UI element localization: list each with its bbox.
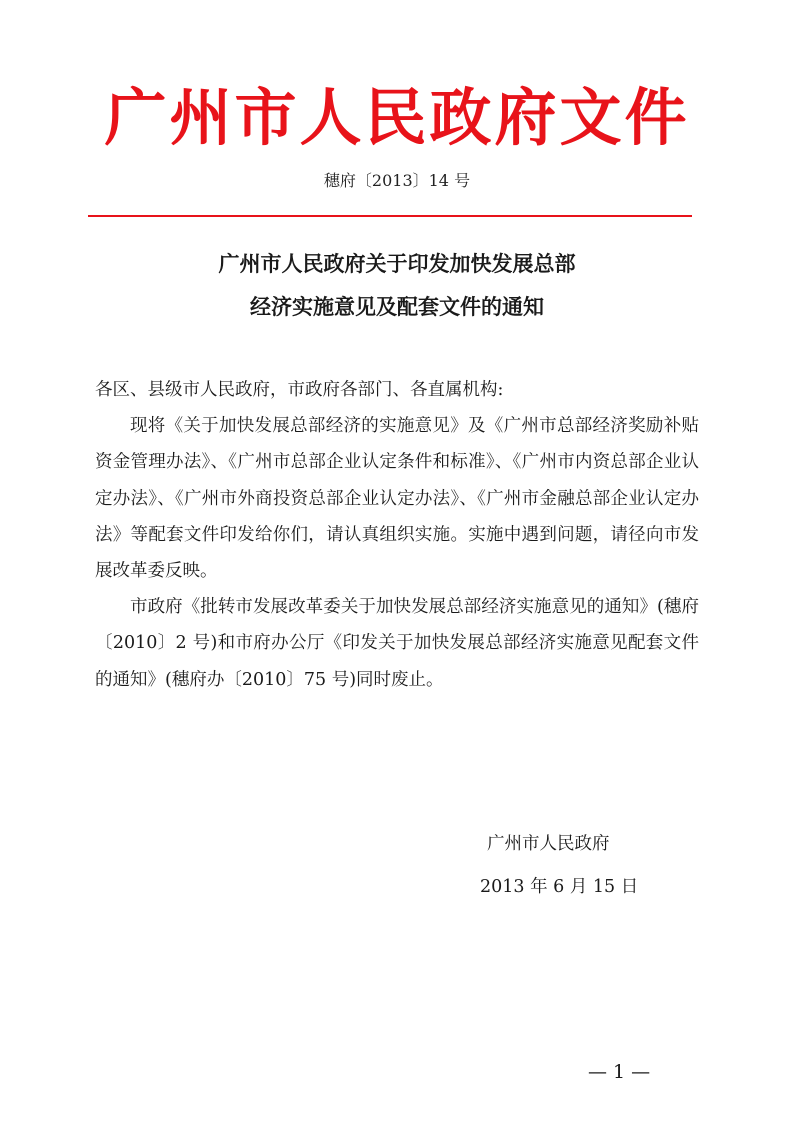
document-number: 穗府〔2013〕14 号	[323, 171, 471, 190]
document-title-line-1: 广州市人民政府关于印发加快发展总部	[218, 252, 576, 276]
salutation: 各区、县级市人民政府，市政府各部门、各直属机构:	[95, 380, 504, 400]
issue-date: 2013 年 6 月 15 日	[480, 877, 639, 897]
masthead-title: 广州市人民政府文件	[104, 81, 690, 154]
red-divider-line	[88, 215, 692, 217]
document-title-line-2: 经济实施意见及配套文件的通知	[250, 295, 544, 319]
issuer-signature: 广州市人民政府	[487, 834, 610, 854]
page-number: — 1 —	[588, 1061, 651, 1083]
body-paragraph-2: 市政府《批转市发展改革委关于加快发展总部经济实施意见的通知》(穗府〔2010〕2 号)和市府办公厅《印发关于加快发展总部经济实施意见配套文件的通知》(穗府办〔2010〕75 号)同时废止。	[95, 597, 699, 690]
body-paragraph-1: 现将《关于加快发展总部经济的实施意见》及《广州市总部经济奖励补贴资金管理办法》、《广州市总部企业认定条件和标准》、《广州市内资总部企业认定办法》、《广州市外商投资总部企业认定办法》、《广州市金融总部企业认定办法》等配套文件印发给你们，请认真组织实施。实施中遇到问题，请径向市发展改革委反映。	[95, 416, 699, 582]
document-body	[95, 372, 699, 698]
